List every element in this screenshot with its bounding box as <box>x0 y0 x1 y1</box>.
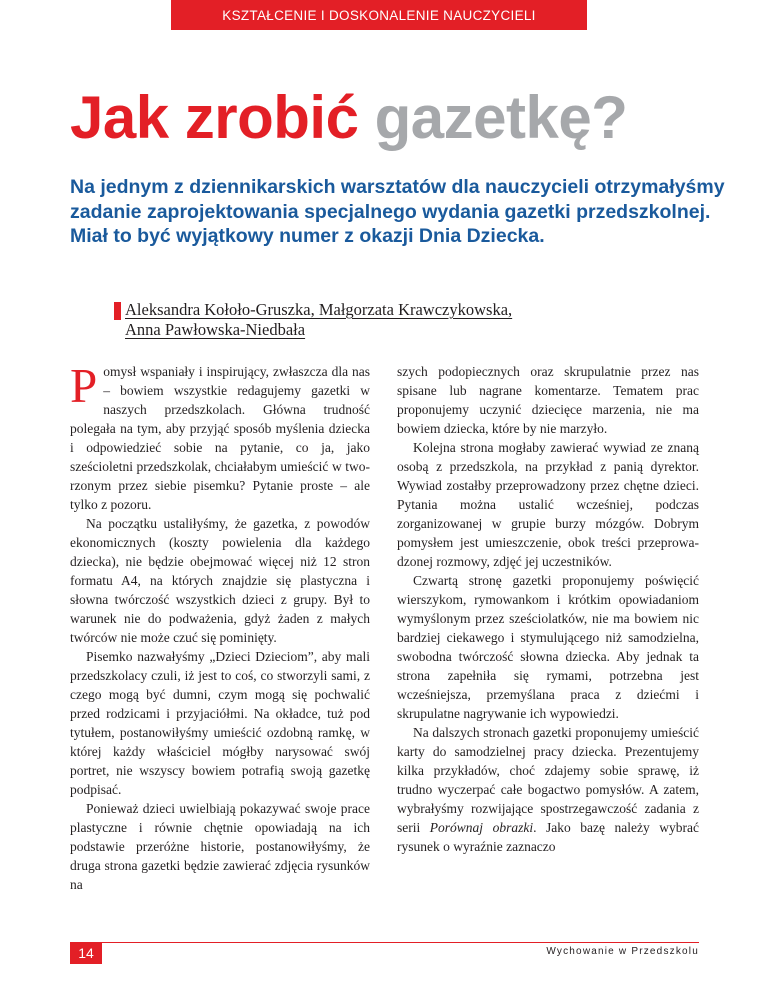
title-part-gray: gazetkę? <box>374 84 628 151</box>
byline-marker <box>114 302 121 320</box>
body-paragraph <box>70 358 370 514</box>
article-lead: Na jednym z dziennikarskich warsztatów dla nauczycieli otrzymałyśmy zadanie zaprojektowania specjalnego wydania gazetki przedszkolnej. Miał to być wyjątkowy numer z okazji Dnia Dziecka. <box>70 176 725 247</box>
article-title <box>70 82 750 154</box>
footer-rule <box>102 942 699 943</box>
paragraph-text: . Jako bazę należy wybrać rysunek o wyraźnie zaznaczo <box>397 820 699 854</box>
author-byline <box>114 300 674 340</box>
body-paragraph: Kolejna strona mogłaby zawierać wywiad ze znaną osobą z przedszkola, na przykład z panią dyrektor. Wywiad zostałby przeprowadzony przez chętne dzieci. Pytania można ustalić wcześniej, podczas zorganizowanej w grupie burzy mózgów. Dobrym pomysłem jest umieszczenie, obok treści przeprowadzonej rozmowy, zdjęć jej uczestników. <box>397 440 699 569</box>
publication-name: Wychowanie w Przedszkolu <box>546 946 699 957</box>
title-part-red: Jak zrobić <box>70 84 359 151</box>
body-paragraph: Pisemko nazwałyśmy „Dzieci Dzieciom”, aby mali przedszkolacy czuli, iż jest to coś, co stworzyli sami, z czego mogą być dumni, czym mogą się pochwalić przed rodzicami i przyjaciółmi. Na okładce, tuż pod tytułem, postanowiłyśmy umieścić ozdobną ramkę, w której każdy właściciel mógłby narysować swój portret, nie wszyscy bowiem potrafią swoją gazetkę podpisać. <box>70 649 370 797</box>
authors-line-1: Aleksandra Kołoło-Gruszka, Małgorzata Krawczykowska, <box>125 300 513 319</box>
body-column-right <box>397 362 699 856</box>
drop-cap: P <box>70 358 98 413</box>
authors-line-2: Anna Pawłowska-Niedbała <box>125 320 306 339</box>
section-banner: KSZTAŁCENIE I DOSKONALENIE NAUCZYCIELI <box>171 0 587 30</box>
paragraph-text: Na dalszych stronach gazetki proponujemy umieścić karty do samodzielnej pracy dziecka. Prezentujemy kilka przykładów, choć zdajemy sobie sprawę, iż trudno wyczerpać całe bogactwo pomysłów. A zatem, wybrałyśmy rozwijające spostrzegawczość zadania z serii <box>397 725 699 835</box>
paragraph-text: omysł wspaniały i inspirujący, zwłaszcza dla nas – bowiem wszystkie redagujemy gazetki w naszych przedszkolach. Główna trudność polegała na tym, aby przyjąć sposób myślenia dziecka i odpowiedzieć sobie na pytanie, co ja, jako sześcioletni przedszkolak, chciałabym umieścić w tworzonym przez siebie pisemku? Pytanie proste – ale tylko z pozoru. <box>70 364 370 512</box>
body-paragraph: Czwartą stronę gazetki proponujemy poświęcić wierszykom, rymowankom i krótkim opowiadaniom wymyślonym przez sześciolatków, nie ma bowiem nic bardziej ciekawego i stymulującego niż samodzielna, swobodna twórczość słowna dziecka. Aby jednak ta strona zapełniła się rymami, potrzebna jest wcześniejsza, przemyślana praca z dziećmi i skrupulatne nagrywanie ich wypowiedzi. <box>397 573 699 721</box>
body-column-left <box>70 358 370 894</box>
body-paragraph-continued: szych podopiecznych oraz skrupulatnie przez nas spisane lub nagrane komentarze. Tematem prac proponujemy uczynić dziecięce marzenia, nie ma bowiem dziecka, które by nie marzyło. <box>397 364 699 436</box>
page-number: 14 <box>70 942 102 964</box>
body-paragraph <box>397 723 699 856</box>
body-paragraph: Na początku ustaliłyśmy, że gazetka, z powodów ekonomicznych (koszty powielenia dla każdego dziecka), nie będzie obejmować więcej niż 12 stron formatu A4, na których znajdzie się plastyczna i słowna twórczość wszystkich dzieci z grupy. Był to warunek nie do podważenia, gdyż żaden z małych twórców nie może czuć się pominięty. <box>70 516 370 645</box>
series-title: Porównaj obrazki <box>429 820 534 835</box>
body-paragraph: Ponieważ dzieci uwielbiają pokazywać swoje prace plastyczne i równie chętnie opowiadają na ich podstawie przeróżne historie, postanowiłyśmy, że druga strona gazetki będzie zawierać zdjęcia rysunków na <box>70 801 370 892</box>
